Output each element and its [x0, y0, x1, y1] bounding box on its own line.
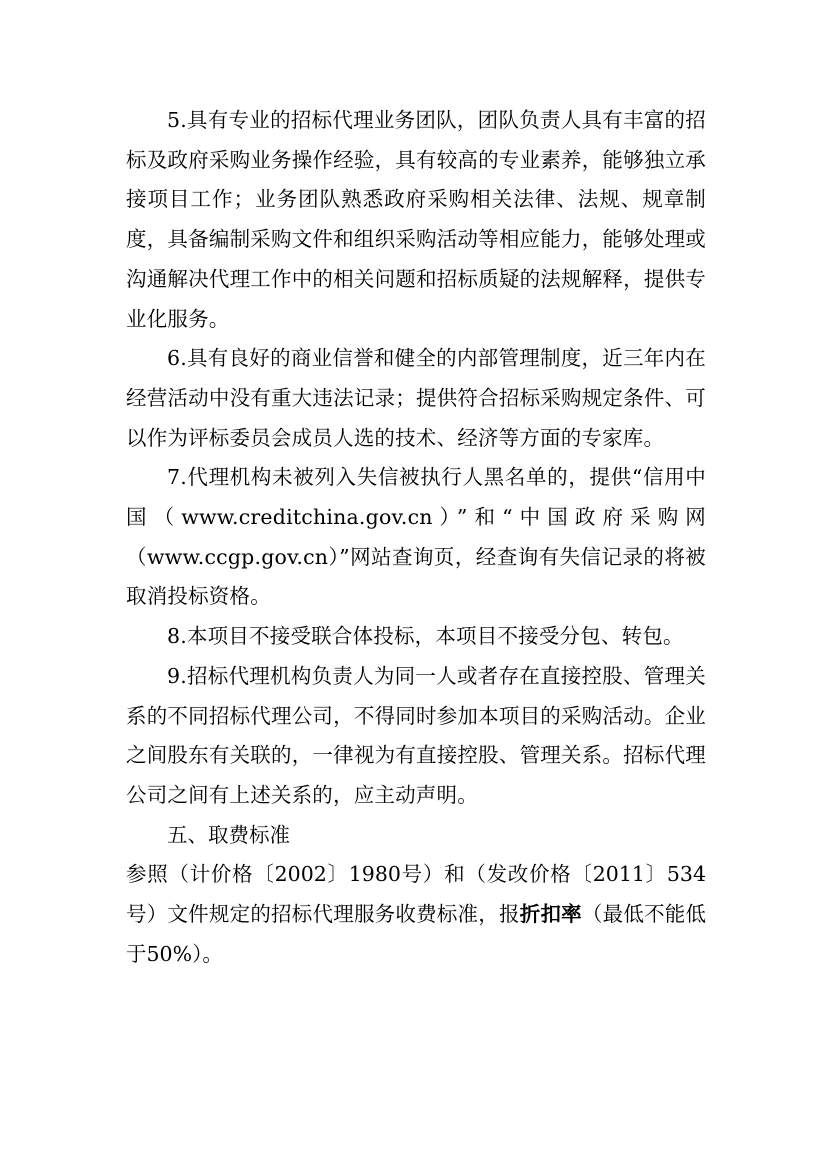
paragraph-item-6: 6.具有良好的商业信誉和健全的内部管理制度，近三年内在经营活动中没有重大违法记录；提供符合招标采购规定条件、可以作为评标委员会成员人选的技术、经济等方面的专家库。	[126, 346, 706, 450]
paragraph-item-9: 9.招标代理机构负责人为同一人或者存在直接控股、管理关系的不同招标代理公司，不得同时参加本项目的采购活动。企业之间股东有关联的，一律视为有直接控股、管理关系。招标代理公司之间有上述关系的，应主动声明。	[126, 663, 706, 807]
fee-text-before: 参照（计价格〔2002〕1980号）和（发改价格〔2011〕534号）文件规定的招标代理服务收费标准，报	[126, 862, 706, 927]
fee-text-after: （最低不能低于50%）。	[126, 902, 707, 966]
fee-standard-paragraph	[126, 855, 706, 974]
paragraph-item-7: 7.代理机构未被列入失信被执行人黑名单的，提供“信用中国（www.creditchina.gov.cn）”和“中国政府采购网（www.ccgp.gov.cn）”网站查询页，经查询有失信记录的将被取消投标资格。	[126, 465, 706, 609]
paragraph-item-5: 5.具有专业的招标代理业务团队，团队负责人具有丰富的招标及政府采购业务操作经验，具有较高的专业素养，能够独立承接项目工作；业务团队熟悉政府采购相关法律、法规、规章制度，具备编制采购文件和组织采购活动等相应能力，能够处理或沟通解决代理工作中的相关问题和招标质疑的法规解释，提供专业化服务。	[126, 108, 706, 331]
paragraph-item-8: 8.本项目不接受联合体投标，本项目不接受分包、转包。	[167, 624, 684, 649]
fee-text-discount-rate: 折扣率	[519, 902, 582, 927]
section-heading-fee-standard: 五、取费标准	[167, 822, 290, 847]
document-page	[126, 101, 706, 974]
